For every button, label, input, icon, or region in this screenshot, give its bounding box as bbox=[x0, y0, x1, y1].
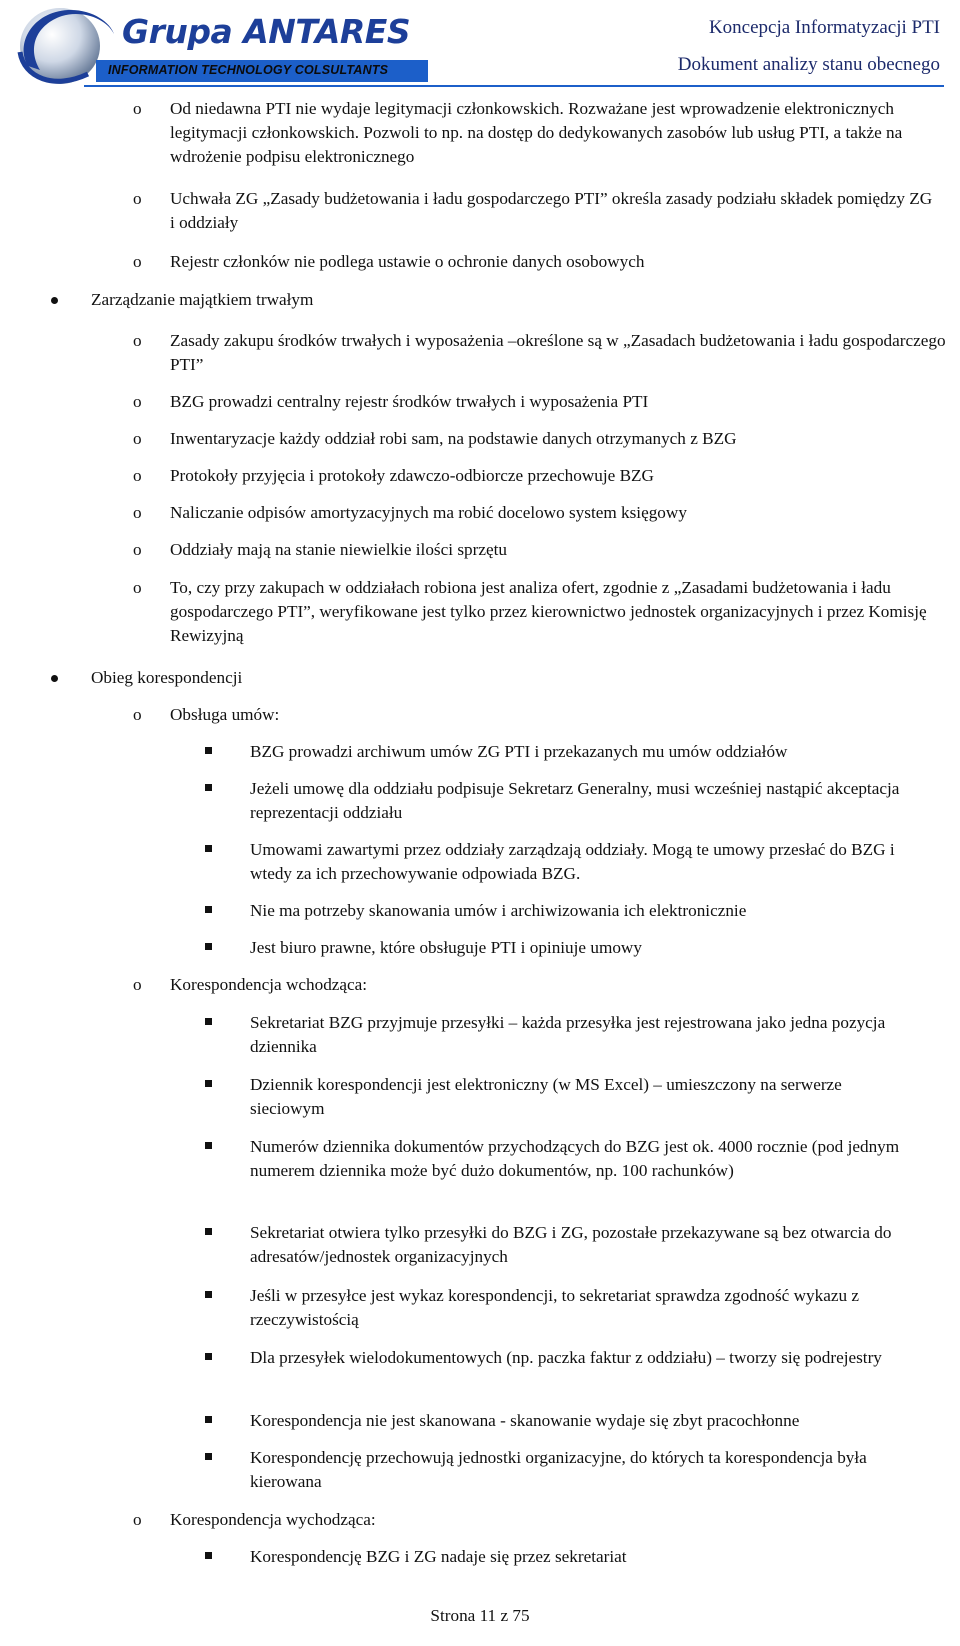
list-marker-o: o bbox=[133, 975, 142, 994]
list-square bbox=[205, 1353, 212, 1360]
company-name: Grupa ANTARES bbox=[122, 12, 411, 51]
list-item: Zasady zakupu środków trwałych i wyposażenia –określone są w „Zasadach budżetowania i ładu gospodarczego PTI” bbox=[170, 331, 946, 374]
list-marker-o: o bbox=[133, 578, 142, 597]
list-square bbox=[205, 845, 212, 852]
list-item: Obsługa umów: bbox=[170, 705, 280, 724]
list-marker-o: o bbox=[133, 466, 142, 485]
list-subitem: Sekretariat BZG przyjmuje przesyłki – każda przesyłka jest rejestrowana jako jedna pozycja dziennika bbox=[250, 1013, 886, 1056]
list-marker-o: o bbox=[133, 252, 142, 271]
document-subtitle: Dokument analizy stanu obecnego bbox=[677, 54, 940, 75]
list-square bbox=[205, 1080, 212, 1087]
list-square bbox=[205, 1416, 212, 1423]
list-square bbox=[205, 747, 212, 754]
page-header bbox=[0, 0, 960, 88]
list-square bbox=[205, 1228, 212, 1235]
list-subitem: Korespondencję BZG i ZG nadaje się przez sekretariat bbox=[250, 1547, 627, 1566]
list-marker-o: o bbox=[133, 331, 142, 350]
list-item: Korespondencja wychodząca: bbox=[170, 1510, 376, 1529]
header-rule bbox=[84, 85, 944, 87]
list-bullet bbox=[51, 675, 58, 682]
document-title-block bbox=[678, 9, 940, 83]
list-subitem: Dziennik korespondencji jest elektroniczny (w MS Excel) – umieszczony na serwerze sieciowym bbox=[250, 1075, 842, 1118]
list-square bbox=[205, 906, 212, 913]
list-item: Korespondencja wchodząca: bbox=[170, 975, 368, 994]
list-marker-o: o bbox=[133, 99, 142, 118]
list-item: Od niedawna PTI nie wydaje legitymacji członkowskich. Rozważane jest wprowadzenie elektronicznych legitymacji członkowskich. Pozwoli to np. na dostęp do dedykowanych zasobów lub usług PTI, a także na wdrożenie podpisu elektronicznego bbox=[170, 99, 903, 166]
section-heading: Zarządzanie majątkiem trwałym bbox=[91, 290, 314, 309]
company-tagline: INFORMATION TECHNOLOGY COLSULTANTS bbox=[108, 63, 389, 77]
list-subitem: Sekretariat otwiera tylko przesyłki do BZG i ZG, pozostałe przekazywane są bez otwarcia do adresatów/jednostek organizacyjnych bbox=[250, 1223, 892, 1266]
list-bullet bbox=[51, 297, 58, 304]
list-marker-o: o bbox=[133, 540, 142, 559]
list-subitem: Korespondencję przechowują jednostki organizacyjne, do których ta korespondencja była kierowana bbox=[250, 1448, 867, 1491]
list-square bbox=[205, 1142, 212, 1149]
list-marker-o: o bbox=[133, 189, 142, 208]
list-square bbox=[205, 1453, 212, 1460]
list-item: Oddziały mają na stanie niewielkie ilości sprzętu bbox=[170, 540, 507, 559]
section-heading: Obieg korespondencji bbox=[91, 668, 243, 687]
list-subitem: Numerów dziennika dokumentów przychodzących do BZG jest ok. 4000 rocznie (pod jednym numerem dziennika może być dużo dokumentów, np. 100 rachunków) bbox=[250, 1137, 900, 1180]
list-subitem: Jeśli w przesyłce jest wykaz korespondencji, to sekretariat sprawdza zgodność wykazu z rzeczywistością bbox=[250, 1286, 859, 1329]
list-square bbox=[205, 784, 212, 791]
list-square bbox=[205, 1291, 212, 1298]
list-subitem: Jeżeli umowę dla oddziału podpisuje Sekretarz Generalny, musi wcześniej nastąpić akceptacja reprezentacji oddziału bbox=[250, 779, 900, 822]
list-subitem: BZG prowadzi archiwum umów ZG PTI i przekazanych mu umów oddziałów bbox=[250, 742, 788, 761]
list-marker-o: o bbox=[133, 392, 142, 411]
list-marker-o: o bbox=[133, 429, 142, 448]
list-square bbox=[205, 943, 212, 950]
list-item: Uchwała ZG „Zasady budżetowania i ładu gospodarczego PTI” określa zasady podziału składek pomiędzy ZG i oddziały bbox=[170, 189, 933, 232]
list-subitem: Nie ma potrzeby skanowania umów i archiwizowania ich elektronicznie bbox=[250, 901, 747, 920]
list-marker-o: o bbox=[133, 705, 142, 724]
list-square bbox=[205, 1018, 212, 1025]
list-square bbox=[205, 1552, 212, 1559]
list-subitem: Jest biuro prawne, które obsługuje PTI i opiniuje umowy bbox=[250, 938, 642, 957]
list-item: To, czy przy zakupach w oddziałach robiona jest analiza ofert, zgodnie z „Zasadami budżetowania i ładu gospodarczego PTI”, weryfikowane jest tylko przez kierownictwo jednostek organizacyjnych i przez Komisję Rewizyjną bbox=[170, 578, 927, 645]
page-number: Strona 11 z 75 bbox=[430, 1606, 530, 1625]
document-title: Koncepcja Informatyzacji PTI bbox=[708, 17, 940, 38]
list-item: Inwentaryzacje każdy oddział robi sam, na podstawie danych otrzymanych z BZG bbox=[170, 429, 737, 448]
company-logo bbox=[10, 4, 430, 84]
list-subitem: Umowami zawartymi przez oddziały zarządzają oddziały. Mogą te umowy przesłać do BZG i wtedy za ich przechowywanie odpowiada BZG. bbox=[250, 840, 895, 883]
list-item: Rejestr członków nie podlega ustawie o ochronie danych osobowych bbox=[170, 252, 645, 271]
list-item: Protokoły przyjęcia i protokoły zdawczo-odbiorcze przechowuje BZG bbox=[170, 466, 654, 485]
list-marker-o: o bbox=[133, 503, 142, 522]
list-subitem: Dla przesyłek wielodokumentowych (np. paczka faktur z oddziału) – tworzy się podrejestry bbox=[250, 1348, 882, 1367]
list-marker-o: o bbox=[133, 1510, 142, 1529]
list-item: BZG prowadzi centralny rejestr środków trwałych i wyposażenia PTI bbox=[170, 392, 649, 411]
list-item: Naliczanie odpisów amortyzacyjnych ma robić docelowo system księgowy bbox=[170, 503, 687, 522]
list-subitem: Korespondencja nie jest skanowana - skanowanie wydaje się zbyt pracochłonne bbox=[250, 1411, 800, 1430]
